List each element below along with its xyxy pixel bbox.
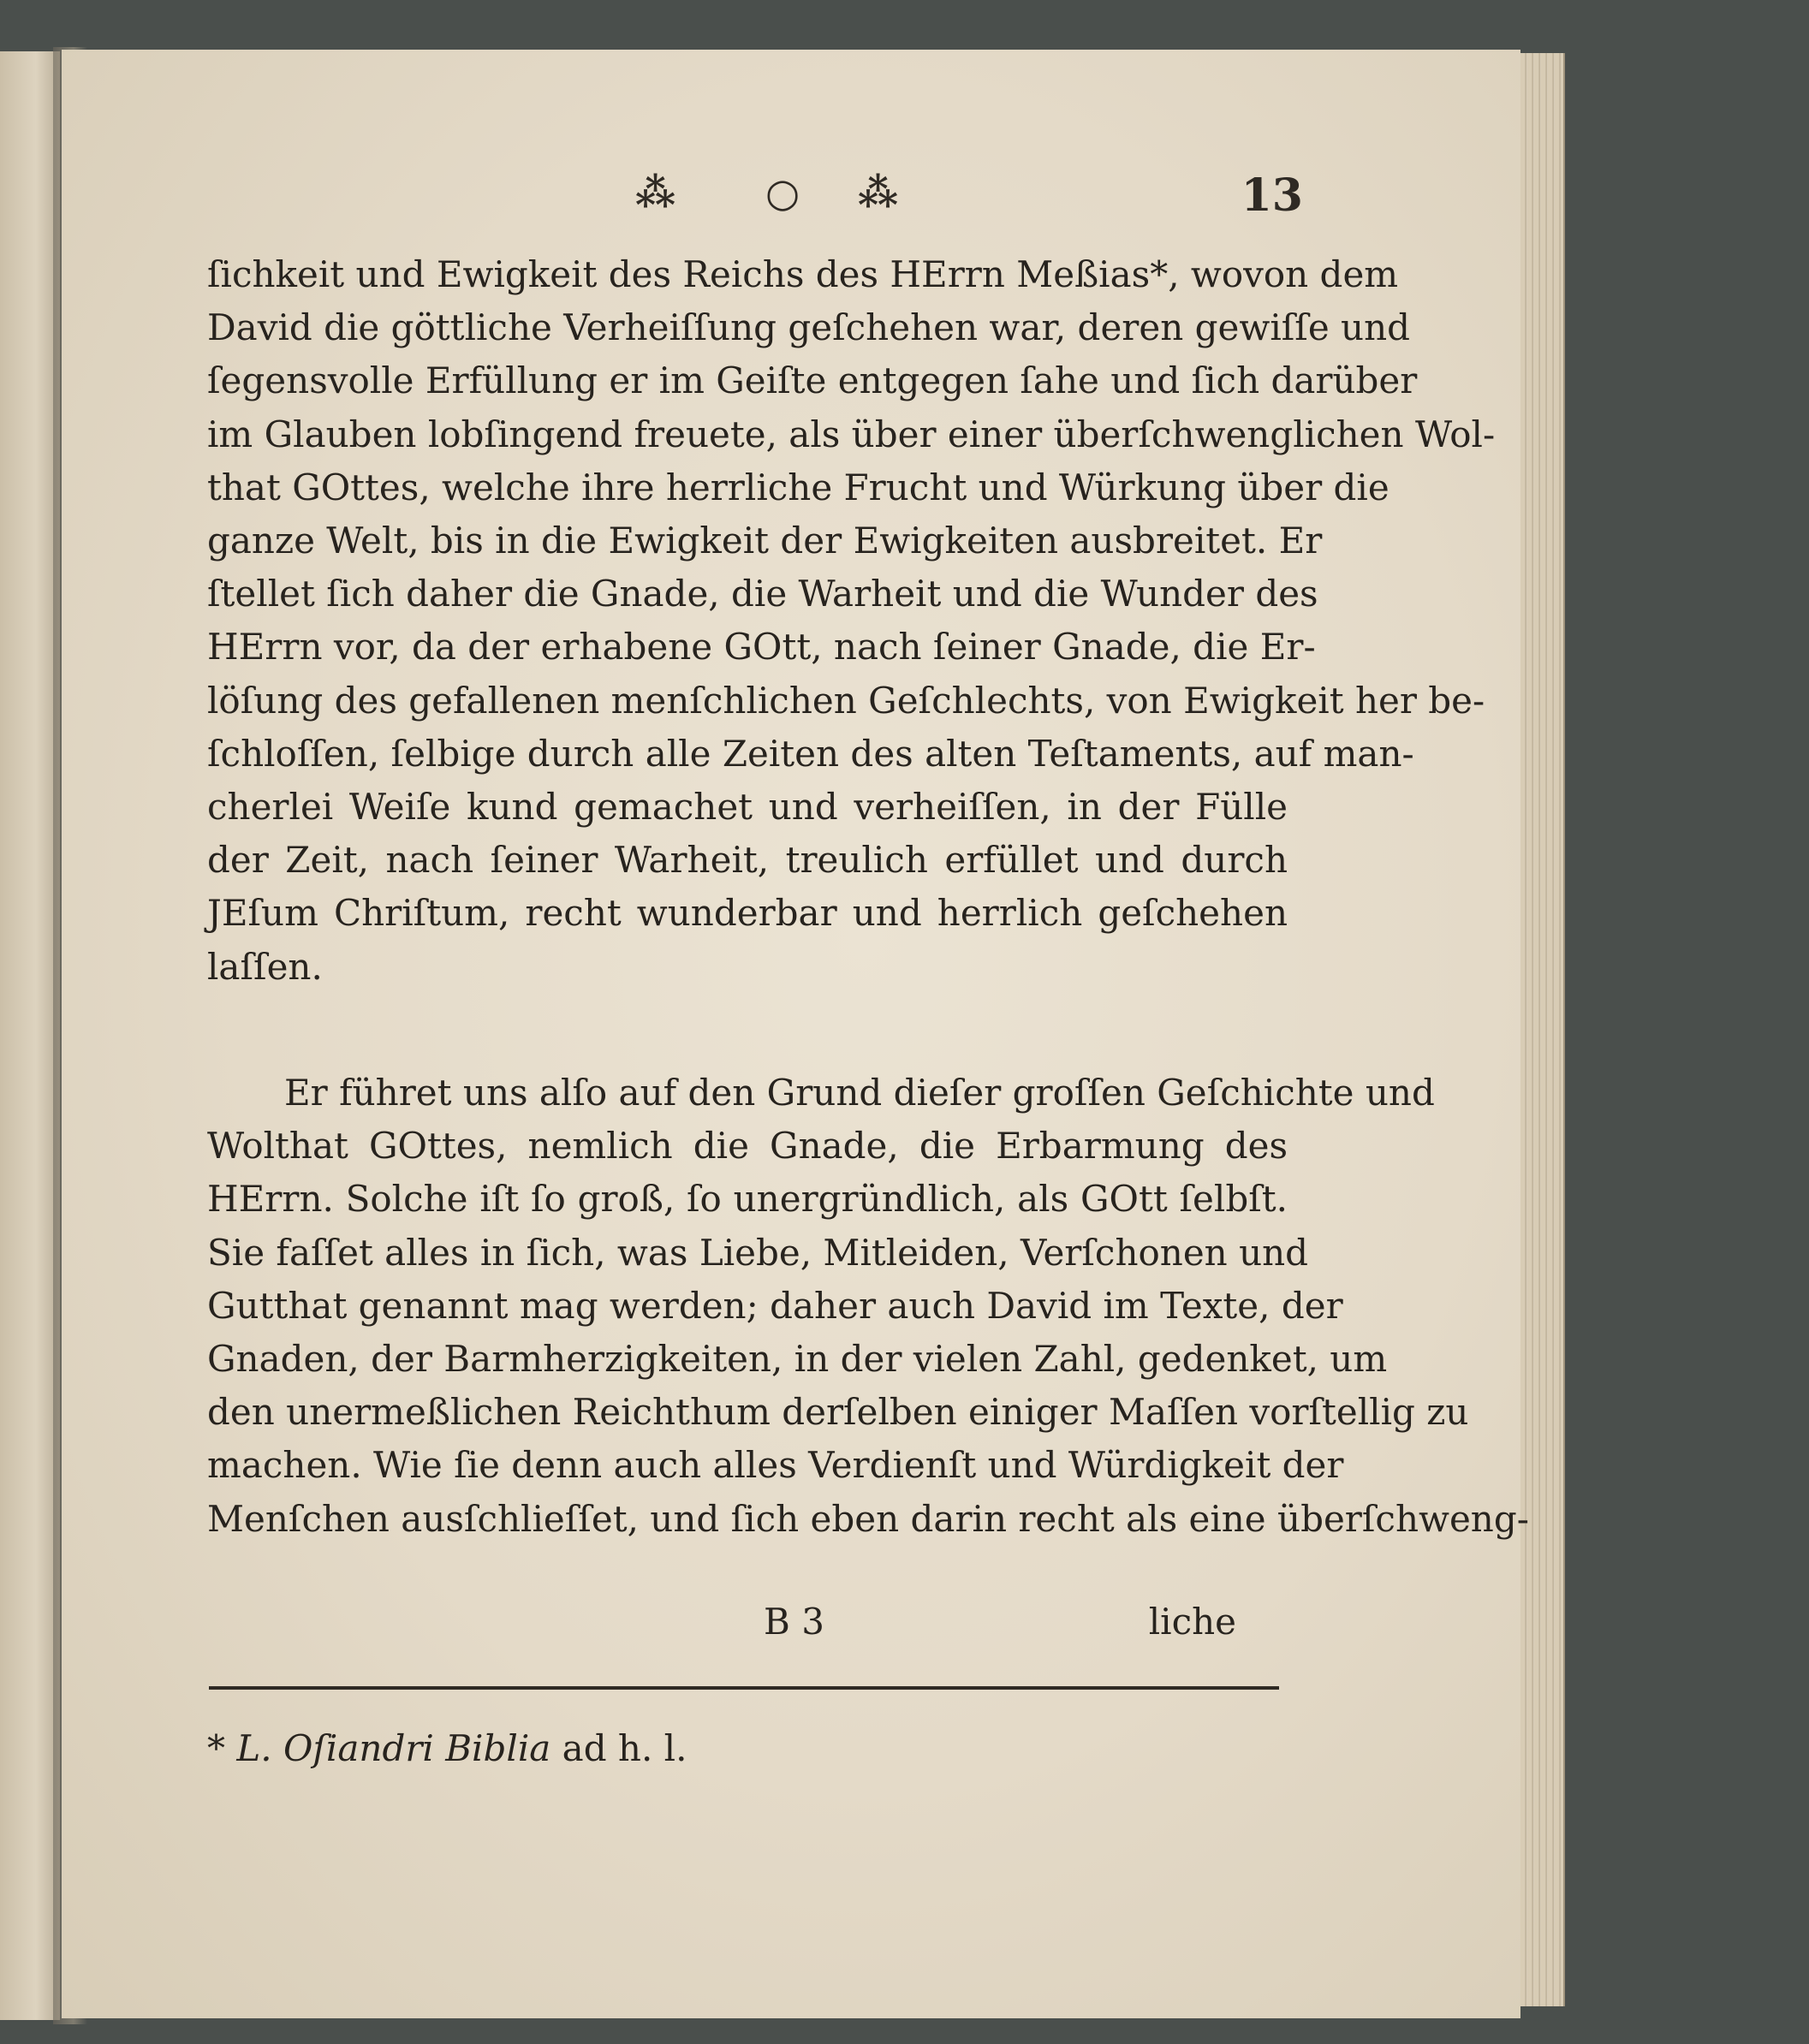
text-line: that GOttes, welche ihre herrliche Frucht und Würkung über die [207,466,1389,508]
text-line: im Glauben lobſingend freuete, als über einer überſchwenglichen Wol- [207,413,1496,455]
text-line: Er führet uns alſo auf den Grund dieſer groſſen Geſchichte und [284,1072,1435,1114]
page-number: 13 [1241,169,1303,222]
text-line: ſtellet ſich daher die Gnade, die Warheit und die Wunder des [207,573,1318,615]
ornament-right: ⁂ [858,169,901,216]
text-line: Menſchen ausſchlieſſet, und ſich eben darin recht als eine überſchweng- [207,1497,1529,1540]
text-line: ſchloſſen, ſelbige durch alle Zeiten des alten Teſtaments, auf man- [207,732,1414,775]
text-line: HErrn. Solche iſt ſo groß, ſo unergründlich, als GOtt ſelbſt. [207,1178,1288,1221]
paragraph-2 [207,1067,1529,1546]
text-line: Gnaden, der Barmherzigkeiten, in der vielen Zahl, gedenket, um [207,1338,1388,1381]
text-line: machen. Wie ſie denn auch alles Verdienſt und Würdigkeit der [207,1444,1344,1487]
text-line: Wolthat GOttes, nemlich die Gnade, die Erbarmung des [207,1125,1288,1168]
facing-page-edge [0,51,60,2020]
text-line: ſegensvolle Erfüllung er im Geiſte entgegen ſahe und ſich darüber [207,359,1418,402]
text-line: Gutthat genannt mag werden; daher auch David im Texte, der [207,1284,1343,1327]
text-line: ſichkeit und Ewigkeit des Reichs des HErrn Meßias*, wovon dem [207,253,1399,295]
text-line: laſſen. [207,945,323,988]
ornament-left: ⁂ [635,169,678,216]
text-line: JEſum Chriſtum, recht wunderbar und herrlich geſchehen [207,892,1288,935]
catchword: liche [1148,1601,1236,1643]
text-line: Sie faſſet alles in ſich, was Liebe, Mitleiden, Verſchonen und [207,1231,1309,1274]
text-line: cherlei Weiſe kund gemachet und verheiſſen, in der Fülle [207,786,1288,829]
text-line: HErrn vor, da der erhabene GOtt, nach ſeiner Gnade, die Er- [207,626,1316,668]
signature-mark: B 3 [764,1601,824,1643]
ornament-center: ○ [765,169,802,216]
footnote [207,1727,687,1769]
text-line: den unermeßlichen Reichthum derſelben einiger Maſſen vorſtellig zu [207,1391,1469,1434]
running-header [147,169,1303,229]
book-page [62,50,1529,2018]
footnote-reference: ad h. l. [562,1727,687,1769]
footnote-marker: * [207,1727,225,1769]
text-line: ganze Welt, bis in die Ewigkeit der Ewigkeiten ausbreitet. Er [207,520,1323,562]
footnote-rule [209,1686,1279,1690]
paragraph-1 [207,248,1496,994]
text-line: löſung des gefallenen menſchlichen Geſchlechts, von Ewigkeit her be- [207,679,1485,722]
footnote-citation: L. Oſiandri Biblia [236,1727,551,1769]
text-line: der Zeit, nach ſeiner Warheit, treulich erfüllet und durch [207,839,1288,882]
text-line: David die göttliche Verheiſſung geſchehen war, deren gewiſſe und [207,306,1411,349]
